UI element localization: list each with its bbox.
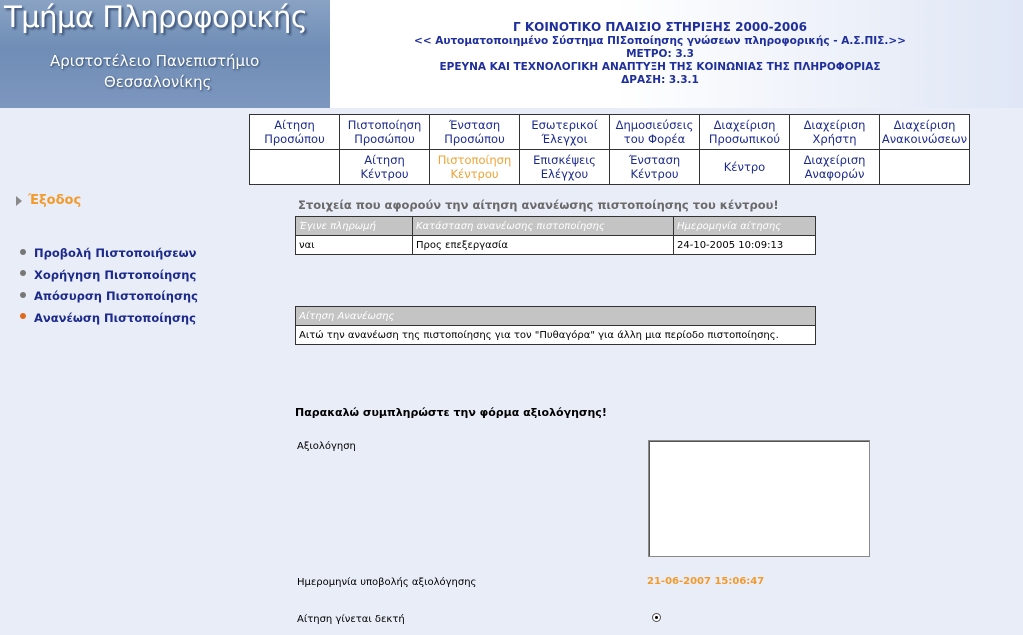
sidebar-item-view-certifications[interactable] bbox=[20, 246, 198, 268]
nav-person-certification[interactable]: Πιστοποίηση Προσώπου bbox=[340, 115, 430, 150]
nav-center-application[interactable]: Αίτηση Κέντρου bbox=[340, 150, 430, 185]
sidebar-item-renew-certification[interactable] bbox=[20, 311, 198, 333]
bullet-active-icon bbox=[20, 313, 26, 319]
sidebar-item-grant-certification[interactable] bbox=[20, 268, 198, 290]
sidebar-menu bbox=[20, 246, 198, 332]
logo-city: Θεσσαλονίκης bbox=[104, 73, 212, 91]
nav-audit-visits[interactable]: Επισκέψεις Ελέγχου bbox=[520, 150, 610, 185]
page-header bbox=[0, 0, 1023, 108]
table-row bbox=[296, 236, 816, 255]
cell-paid: ναι bbox=[296, 236, 413, 255]
sidebar-item-label: Απόσυρση Πιστοποίησης bbox=[34, 289, 198, 303]
table-row bbox=[296, 326, 816, 345]
nav-empty-cell bbox=[250, 150, 340, 185]
evaluation-label: Αξιολόγηση bbox=[297, 441, 356, 452]
nav-person-objection[interactable]: Ένσταση Προσώπου bbox=[430, 115, 520, 150]
evaluation-textarea[interactable] bbox=[648, 440, 870, 557]
nav-center-certification[interactable]: Πιστοποίηση Κέντρου bbox=[430, 150, 520, 185]
table-header-row bbox=[296, 217, 816, 236]
bullet-icon bbox=[20, 270, 26, 276]
column-header-application-date: Ημερομηνία αίτησης bbox=[674, 217, 816, 236]
column-header-paid: Έγινε πληρωμή bbox=[296, 217, 413, 236]
program-info bbox=[330, 20, 990, 87]
nav-empty-cell bbox=[880, 150, 970, 185]
bullet-icon bbox=[20, 292, 26, 298]
form-heading: Παρακαλώ συμπληρώστε την φόρμα αξιολόγησης! bbox=[295, 406, 607, 419]
department-logo bbox=[0, 0, 330, 108]
top-nav-row-2 bbox=[250, 150, 970, 185]
request-accepted-radio[interactable] bbox=[652, 613, 661, 622]
sidebar-item-withdraw-certification[interactable] bbox=[20, 289, 198, 311]
nav-user-management[interactable]: Διαχείριση Χρήστη bbox=[790, 115, 880, 150]
nav-publications[interactable]: Δημοσιεύσεις του Φορέα bbox=[610, 115, 700, 150]
action-label: ΔΡΑΣΗ: 3.3.1 bbox=[621, 74, 699, 86]
system-name: << Αυτοματοποιημένο Σύστημα ΠΙΣοποίησης γνώσεων πληροφορικής - Α.Σ.ΠΙΣ.>> bbox=[414, 35, 906, 47]
status-table bbox=[295, 216, 816, 255]
column-header-renewal-status: Κατάσταση ανανέωσης πιστοποίησης bbox=[413, 217, 674, 236]
bullet-icon bbox=[20, 249, 26, 255]
exit-label: Έξοδος bbox=[28, 193, 82, 208]
program-subtitle: ΕΡΕΥΝΑ ΚΑΙ ΤΕΧΝΟΛΟΓΙΚΗ ΑΝΑΠΤΥΞΗ ΤΗΣ ΚΟΙΝΩΝΙΑΣ ΤΗΣ ΠΛΗΡΟΦΟΡΙΑΣ bbox=[439, 61, 881, 73]
top-navigation bbox=[249, 114, 970, 185]
program-title: Γ ΚΟΙΝΟΤΙΚΟ ΠΛΑΙΣΙΟ ΣΤΗΡΙΞΗΣ 2000-2006 bbox=[513, 20, 807, 34]
top-nav-row-1 bbox=[250, 115, 970, 150]
cell-application-date: 24-10-2005 10:09:13 bbox=[674, 236, 816, 255]
submission-date-value: 21-06-2007 15:06:47 bbox=[647, 576, 765, 587]
renewal-request-table bbox=[295, 306, 816, 345]
table-header-row bbox=[296, 307, 816, 326]
request-accepted-label: Αίτηση γίνεται δεκτή bbox=[297, 614, 405, 625]
cell-renewal-status: Προς επεξεργασία bbox=[413, 236, 674, 255]
nav-person-application[interactable]: Αίτηση Προσώπου bbox=[250, 115, 340, 150]
nav-center[interactable]: Κέντρο bbox=[700, 150, 790, 185]
renewal-request-header: Αίτηση Ανανέωσης bbox=[296, 307, 816, 326]
logo-university: Αριστοτέλειο Πανεπιστήμιο bbox=[50, 52, 260, 70]
nav-reports-management[interactable]: Διαχείριση Αναφορών bbox=[790, 150, 880, 185]
exit-link[interactable] bbox=[16, 193, 81, 208]
renewal-request-text: Αιτώ την ανανέωση της πιστοποίησης για τον "Πυθαγόρα" για άλλη μια περίοδο πιστοποίησης. bbox=[296, 326, 816, 345]
sidebar-item-label: Προβολή Πιστοποιήσεων bbox=[34, 246, 197, 260]
nav-announcements-management[interactable]: Διαχείριση Ανακοινώσεων bbox=[880, 115, 970, 150]
logo-title: Τμήμα Πληροφορικής bbox=[4, 0, 308, 34]
nav-staff-management[interactable]: Διαχείριση Προσωπικού bbox=[700, 115, 790, 150]
submission-date-label: Ημερομηνία υποβολής αξιολόγησης bbox=[297, 577, 477, 588]
triangle-right-icon bbox=[16, 196, 22, 206]
sidebar-item-label: Χορήγηση Πιστοποίησης bbox=[34, 267, 197, 282]
measure-label: ΜΕΤΡΟ: 3.3 bbox=[626, 48, 694, 60]
sidebar-item-label: Ανανέωση Πιστοποίησης bbox=[34, 310, 196, 325]
nav-center-objection[interactable]: Ένσταση Κέντρου bbox=[610, 150, 700, 185]
section-title: Στοιχεία που αφορούν την αίτηση ανανέωσης πιστοποίησης του κέντρου! bbox=[298, 198, 779, 212]
nav-internal-audits[interactable]: Εσωτερικοί Έλεγχοι bbox=[520, 115, 610, 150]
